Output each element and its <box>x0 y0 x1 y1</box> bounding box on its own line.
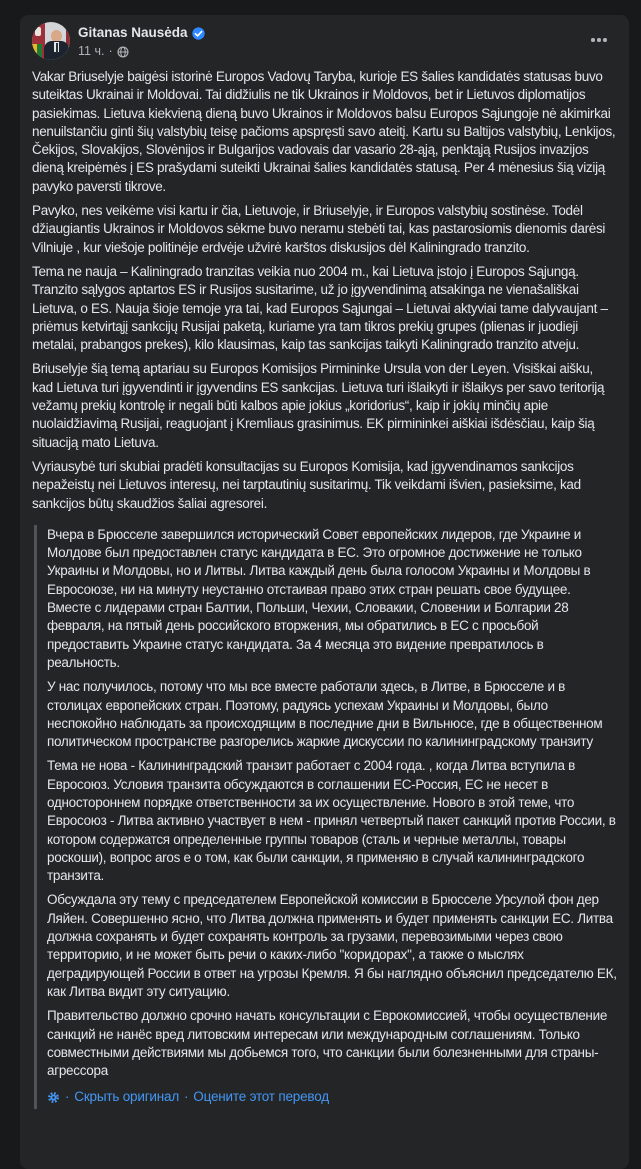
footer-separator: · <box>65 1089 70 1105</box>
ellipsis-icon <box>597 38 601 42</box>
post-paragraph: Briuselyje šią temą aptariau su Europos Komisijos Pirmininke Ursula von der Leyen. Visiškai aišku, kad Lietuva turi įgyvendinti ir įgyvendins ES sankcijas. Lietuva turi išlaikyti ir išlaikys per savo teritoriją vežamų prekių kontrolę ir negali būti kalbos apie jokius „koridorius“, kaip ir jokių minčių apie nuolaidžiavimą Rusijai, reaguojant į Kremliaus grasinimus. EK pirmininkei aiškiai išdėsčiau, kaip šią situaciją mato Lietuva. <box>32 361 605 450</box>
translation-footer <box>47 1088 617 1106</box>
hide-original-link[interactable]: Скрыть оригинал <box>74 1089 179 1105</box>
ellipsis-icon <box>603 38 607 42</box>
translation-paragraph: Правительство должно срочно начать консультации с Еврокомиссией, чтобы осуществление санкций не нанёс вред литовским интересам или международным соглашениям. Только совместными действиями мы добьемся того, что санкции были болезненными для страны-агрессора <box>47 1008 608 1079</box>
meta-separator: · <box>108 44 113 58</box>
post-paragraph: Vyriausybė turi skubiai pradėti konsultacijas su Europos Komisija, kad įgyvendinamos sankcijos nepažeistų nei Lietuvos interesų, nei tarptautinių susitarimų. Tik veikdami išvien, pasieksime, kad sankcijos būtų skaudžios šaliai agresorei. <box>32 458 581 511</box>
globe-icon <box>117 46 129 58</box>
translation-settings-gear-icon[interactable] <box>47 1091 60 1104</box>
post-content <box>20 66 629 1109</box>
more-options-button[interactable] <box>585 30 613 50</box>
translation-block <box>34 525 617 1109</box>
rate-translation-link[interactable]: Оцените этот перевод <box>193 1089 329 1105</box>
author-name-link[interactable]: Gitanas Nausėda <box>78 25 188 40</box>
translation-paragraph: Вчера в Брюсселе завершился исторический Совет европейских лидеров, где Украине и Молдове был предоставлен статус кандидата в ЕС. Это огромное достижение не только Украины и Молдовы, но и Литвы. Литва каждый день была голосом Украины и Молдовы в Евросоюзе, ни на минуту неустанно отстаивая право этих стран решать свое будущее. Вместе с лидерами стран Балтии, Польши, Чехии, Словакии, Словении и Болгарии 28 февраля, на пятый день российского вторжения, мы обратились в ЕС с просьбой предоставить Украине статус кандидата. За 4 месяца это видение превратилось в реальность. <box>47 526 591 670</box>
ellipsis-icon <box>591 38 595 42</box>
avatar-coat-of-arms <box>32 22 45 44</box>
translation-paragraph: Тема не нова - Калининградский транзит работает с 2004 года. , когда Литва вступила в Евросоюз. Условия транзита обсуждаются в соглашении ЕС-Россия, ЕС не несет в одностороннем порядке ответственности за их осуществление. Нового в этой теме, что Евросоюз - Литва активно участвует в нем - принял четвертый пакет санкций против России, в котором содержатся определенные группы товаров (сталь и черные металлы, товары роскоши), вопрос aros е о том, как были санкции, я применяю в случай калининградского транзита. <box>47 758 616 884</box>
timestamp-link[interactable]: 11 ч. <box>78 44 105 58</box>
translation-paragraph: Обсуждала эту тему с председателем Европейской комиссии в Брюсселе Урсулой фон дер Ляйен. Совершенно ясно, что Литва должна применять и будет применять санкции ЕС. Литва должна сохранять и будет сохранять контроль за грузами, перевозимыми через свою территорию, и не может быть речи о каких-либо "коридорах", а также о мыслях деградирующей России в ответ на угрозы Кремля. Я бы наглядно объяснил председателю ЕК, как Литва видит эту ситуацию. <box>47 892 617 999</box>
avatar-person-tie <box>56 43 59 53</box>
post-paragraph: Tema ne nauja – Kaliningrado tranzitas veikia nuo 2004 m., kai Lietuva įstojo į Europos Sąjungą. Tranzito sąlygos aptartos ES ir Rusijos susitarime, už jo įgyvendinimą atsakinga ne vienašališkai Lietuva, o ES. Nauja šioje temoje yra tai, kad Europos Sąjungai – Lietuvai aktyviai tame dalyvaujant – priėmus ketvirtąjį sankcijų Rusijai paketą, kuriame yra tam tikros prekių grupes (plienas ir juodieji metalai, prabangos prekes), kilo klausimas, kaip tas sankcijas taikyti Kaliningrado tranzito atveju. <box>32 263 608 353</box>
avatar[interactable] <box>32 22 70 60</box>
post-card <box>20 15 629 1169</box>
post-paragraph: Pavyko, nes veikėme visi kartu ir čia, Lietuvoje, ir Briuselyje, ir Europos valstybių sostinėse. Todėl džiaugiantis Ukrainos ir Moldovos sėkme buvo neramu stebėti tai, kas pastarosiomis dienomis darėsi Vilniuje , kur viešoje politinėje erdvėje užvirė karštos diskusijos dėl Kaliningrado tranzito. <box>32 203 606 255</box>
post-header <box>20 15 629 66</box>
verified-badge-icon <box>192 27 205 40</box>
footer-separator: · <box>184 1089 189 1105</box>
translation-paragraph: У нас получилось, потому что мы все вместе работали здесь, в Литве, в Брюсселе и в столицах европейских стран. Поэтому, радуясь успехам Украины и Молдовы, было неспокойно наблюдать за происходящим в последние дни в Вильнюсе, где в общественном политическом пространстве разгорелись жаркие дискуссии по калининградскому транзиту <box>47 679 603 750</box>
post-paragraph: Vakar Briuselyje baigėsi istorinė Europos Vadovų Taryba, kurioje ES šalies kandidatės statusas buvo suteiktas Ukrainai ir Moldovai. Tai didžiulis ne tik Ukrainos ir Moldovos, bet ir Lietuvos diplomatijos pasiekimas. Lietuva kiekvieną dieną buvo Ukrainos ir Moldovos balsu Europos Sąjungoje nė akimirkai nenuilstančiu ginti šių valstybių teisę pačioms apspręsti savo ateitį. Kartu su Baltijos valstybių, Lenkijos, Čekijos, Slovakijos, Slovėnijos ir Bulgarijos vadovais dar vasario 28-ąją, penktąją Rusijos invazijos dieną kreipėmės į ES prašydami suteikti Ukrainai šalies kandidatės statusą. Per 4 mėnesius šią viziją pavyko paversti tikrove. <box>32 69 616 194</box>
